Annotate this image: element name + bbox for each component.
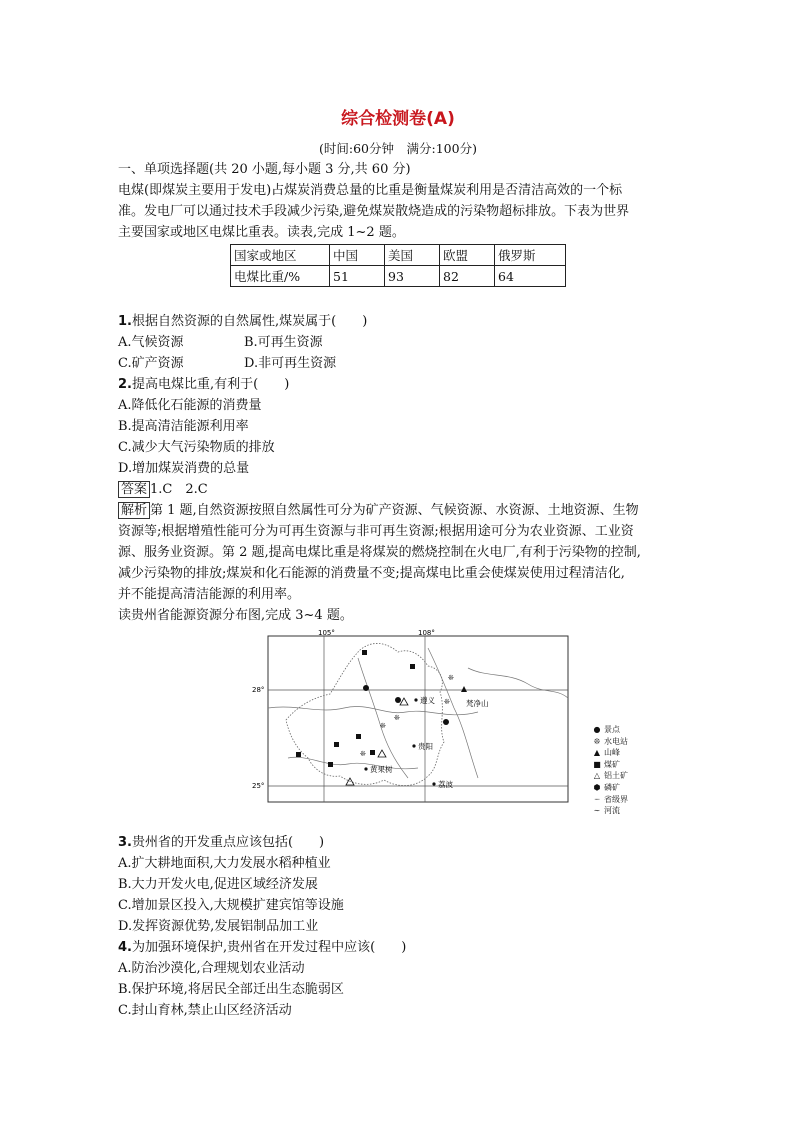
coal-mine-icon bbox=[362, 650, 367, 655]
coal-mine-icon bbox=[410, 664, 415, 669]
table-row bbox=[231, 266, 566, 287]
question-number: 2. bbox=[118, 377, 132, 392]
table-cell: 51 bbox=[330, 266, 385, 287]
analysis-line: 源、服务业资源。第 2 题,提高电煤比重是将煤炭的燃烧控制在火电厂,有利于污染物的控制, bbox=[118, 545, 641, 560]
table-cell: 电煤比重/% bbox=[231, 266, 330, 287]
hydro-station-icon: ❊ bbox=[394, 714, 400, 722]
section-heading: 一、单项选择题(共 20 小题,每小题 3 分,共 60 分) bbox=[118, 162, 411, 177]
table-cell: 国家或地区 bbox=[231, 245, 330, 266]
dot-icon: ● bbox=[593, 725, 601, 734]
bauxite-mine-icon: △ bbox=[593, 771, 601, 781]
lon-label: 108° bbox=[418, 629, 435, 637]
option-a: A.扩大耕地面积,大力发展水稻种植业 bbox=[118, 856, 331, 871]
answer-text: 1.C 2.C bbox=[150, 482, 208, 497]
legend-item: △ 铝土矿 bbox=[590, 770, 628, 782]
hydro-station-icon: ❊ bbox=[380, 722, 386, 730]
legend-item: ● 景点 bbox=[590, 724, 628, 736]
coal-mine-icon bbox=[334, 742, 339, 747]
option-d: D.发挥资源优势,发展铝制品加工业 bbox=[118, 919, 319, 934]
lat-label: 25° bbox=[252, 782, 265, 790]
option-b: B.保护环境,将居民全部迁出生态脆弱区 bbox=[118, 982, 344, 997]
lon-label: 105° bbox=[318, 629, 335, 637]
question-4 bbox=[118, 937, 406, 958]
question-stem: 贵州省的开发重点应该包括( ) bbox=[131, 835, 325, 850]
dot-icon bbox=[364, 767, 367, 770]
river bbox=[288, 757, 418, 769]
option-d: D.增加煤炭消费的总量 bbox=[118, 461, 250, 476]
answer-label: 答案 bbox=[118, 481, 150, 498]
legend-item: ■ 煤矿 bbox=[590, 759, 628, 771]
place-label: 黄果树 bbox=[370, 765, 393, 774]
option-c: C.封山育林,禁止山区经济活动 bbox=[118, 1003, 292, 1018]
option-a: A.防治沙漠化,合理规划农业活动 bbox=[118, 961, 305, 976]
question-number: 4. bbox=[118, 940, 132, 955]
option-d: D.非可再生资源 bbox=[244, 356, 337, 371]
river bbox=[268, 706, 478, 714]
mountain-icon: ▲ bbox=[593, 748, 601, 758]
option-c: C.增加景区投入,大规模扩建宾馆等设施 bbox=[118, 898, 344, 913]
phosphate-mine-icon bbox=[395, 697, 401, 703]
province-border-icon: ┈ bbox=[594, 794, 600, 804]
intro-line: 主要国家或地区电煤比重表。读表,完成 1~2 题。 bbox=[118, 225, 405, 240]
analysis-line bbox=[118, 500, 639, 521]
coal-mine-icon bbox=[356, 734, 361, 739]
legend-item: ∼ 河流 bbox=[590, 805, 628, 817]
question-stem: 提高电煤比重,有利于( ) bbox=[131, 377, 290, 392]
mountain-icon bbox=[461, 686, 467, 692]
phosphate-mine-icon bbox=[363, 685, 369, 691]
dot-icon bbox=[432, 782, 435, 785]
coal-mine-icon bbox=[328, 762, 333, 767]
answer-line bbox=[118, 479, 208, 500]
place-label: 遵义 bbox=[420, 696, 435, 705]
table-cell: 美国 bbox=[385, 245, 440, 266]
question-2 bbox=[118, 374, 289, 395]
map-intro: 读贵州省能源资源分布图,完成 3~4 题。 bbox=[118, 608, 353, 623]
hydro-station-icon: ❊ bbox=[448, 674, 454, 682]
table-cell: 93 bbox=[385, 266, 440, 287]
place-label: 梵净山 bbox=[466, 699, 489, 708]
option-c: C.矿产资源 bbox=[118, 356, 184, 371]
bauxite-mine-icon bbox=[378, 750, 386, 757]
table-cell: 64 bbox=[495, 266, 566, 287]
coal-mine-icon: ■ bbox=[593, 759, 601, 769]
phosphate-mine-icon: ⬢ bbox=[593, 782, 601, 792]
table-cell: 中国 bbox=[330, 245, 385, 266]
place-label: 荔波 bbox=[438, 780, 453, 789]
hydro-station-icon: ❊ bbox=[360, 750, 366, 758]
legend-item: ┈ 省级界 bbox=[590, 794, 628, 806]
coal-mine-icon bbox=[296, 752, 301, 757]
phosphate-mine-icon bbox=[443, 719, 449, 725]
analysis-label: 解析 bbox=[118, 502, 150, 519]
table-cell: 俄罗斯 bbox=[495, 245, 566, 266]
question-number: 1. bbox=[118, 314, 132, 329]
hydro-station-icon: ❊ bbox=[593, 736, 601, 746]
question-stem: 根据自然资源的自然属性,煤炭属于( ) bbox=[131, 314, 368, 329]
dot-icon bbox=[414, 698, 417, 701]
question-stem: 为加强环境保护,贵州省在开发过程中应该( ) bbox=[131, 940, 407, 955]
analysis-line: 资源等;根据增殖性能可分为可再生资源与非可再生资源;根据用途可分为农业资源、工业资 bbox=[118, 524, 634, 539]
coal-mine-icon bbox=[370, 750, 375, 755]
dot-icon bbox=[412, 744, 415, 747]
option-b: B.大力开发火电,促进区域经济发展 bbox=[118, 877, 318, 892]
intro-line: 准。发电厂可以通过技术手段减少污染,避免煤炭散烧造成的污染物超标排放。下表为世界 bbox=[118, 204, 630, 219]
option-a: A.气候资源 bbox=[118, 335, 184, 350]
bauxite-mine-icon bbox=[400, 698, 408, 705]
question-1 bbox=[118, 311, 367, 332]
table-cell: 欧盟 bbox=[440, 245, 495, 266]
option-b: B.可再生资源 bbox=[244, 335, 323, 350]
place-label: 贵阳 bbox=[418, 742, 433, 751]
river bbox=[358, 658, 408, 778]
analysis-text: 第 1 题,自然资源按照自然属性可分为矿产资源、气候资源、水资源、土地资源、生物 bbox=[150, 503, 639, 518]
legend-item: ⬢ 磷矿 bbox=[590, 782, 628, 794]
table-row bbox=[231, 245, 566, 266]
question-3 bbox=[118, 832, 324, 853]
coal-power-table bbox=[230, 244, 566, 287]
option-b: B.提高清洁能源利用率 bbox=[118, 419, 249, 434]
guizhou-energy-map bbox=[252, 628, 568, 818]
map-legend bbox=[590, 724, 628, 817]
river-icon: ∼ bbox=[593, 806, 601, 816]
option-c: C.减少大气污染物质的排放 bbox=[118, 440, 275, 455]
river bbox=[468, 668, 568, 698]
hydro-station-icon: ❊ bbox=[444, 698, 450, 706]
legend-item: ❊ 水电站 bbox=[590, 736, 628, 748]
exam-time-score: (时间:60分钟 满分:100分) bbox=[319, 141, 477, 156]
lat-label: 28° bbox=[252, 686, 265, 694]
page-title: 综合检测卷(A) bbox=[341, 109, 455, 129]
analysis-line: 减少污染物的排放;煤炭和化石能源的消费量不变;提高煤电比重会使煤炭使用过程清洁化, bbox=[118, 566, 625, 581]
question-number: 3. bbox=[118, 835, 132, 850]
legend-item: ▲ 山峰 bbox=[590, 747, 628, 759]
map-frame bbox=[268, 636, 568, 802]
option-a: A.降低化石能源的消费量 bbox=[118, 398, 262, 413]
intro-line: 电煤(即煤炭主要用于发电)占煤炭消费总量的比重是衡量煤炭利用是否清洁高效的一个标 bbox=[118, 183, 623, 198]
analysis-line: 并不能提高清洁能源的利用率。 bbox=[118, 587, 301, 602]
province-border bbox=[286, 643, 444, 785]
table-cell: 82 bbox=[440, 266, 495, 287]
